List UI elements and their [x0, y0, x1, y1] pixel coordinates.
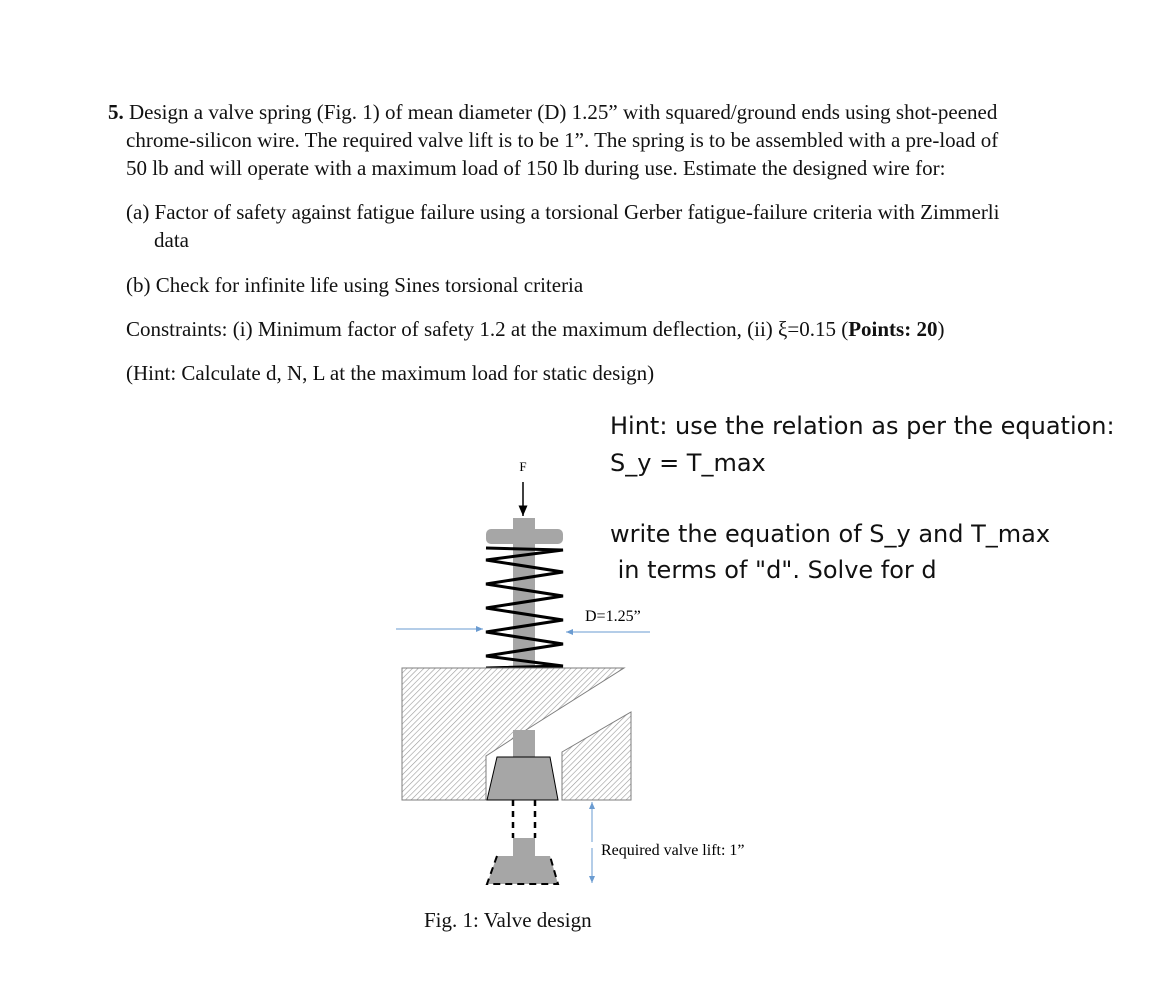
hint-line-1: Hint: use the relation as per the equation:	[610, 412, 1115, 440]
lift-label: Required valve lift: 1”	[601, 842, 745, 859]
hint-line-4: in terms of "d". Solve for d	[610, 556, 937, 584]
diameter-label: D=1.25”	[585, 608, 641, 625]
points-label: Points: 20	[848, 317, 938, 341]
figure-caption: Fig. 1: Valve design	[424, 908, 592, 932]
problem-statement-3: 50 lb and will operate with a maximum load of 150 lb during use. Estimate the designed wire for:	[126, 156, 946, 180]
constraints-text: Constraints: (i) Minimum factor of safety 1.2 at the maximum deflection, (ii) ξ=0.15 (	[126, 317, 849, 341]
hint-line-2: S_y = T_max	[610, 449, 766, 477]
problem-number: 5.	[108, 100, 124, 124]
spring-retainer	[486, 529, 563, 544]
problem-statement-1: Design a valve spring (Fig. 1) of mean diameter (D) 1.25” with squared/ground ends using shot-peened	[129, 100, 998, 124]
open-valve-neck	[513, 838, 535, 856]
force-label: F	[519, 459, 527, 474]
housing-right	[562, 712, 631, 800]
part-a-line-2: data	[154, 228, 189, 252]
valve-head	[487, 757, 558, 800]
static-design-hint: (Hint: Calculate d, N, L at the maximum load for static design)	[126, 361, 655, 385]
hint-line-3: write the equation of S_y and T_max	[610, 520, 1051, 548]
open-valve-head	[487, 856, 558, 884]
part-a-line-1: (a) Factor of safety against fatigue failure using a torsional Gerber fatigue-failure criteria with Zimmerli	[126, 200, 1000, 224]
part-b: (b) Check for infinite life using Sines torsional criteria	[126, 273, 584, 297]
constraints-close: )	[937, 317, 945, 341]
valve-neck	[513, 730, 535, 757]
problem-statement-2: chrome-silicon wire. The required valve lift is to be 1”. The spring is to be assembled with a pre-load of	[126, 128, 999, 152]
stem-tip	[513, 518, 535, 530]
